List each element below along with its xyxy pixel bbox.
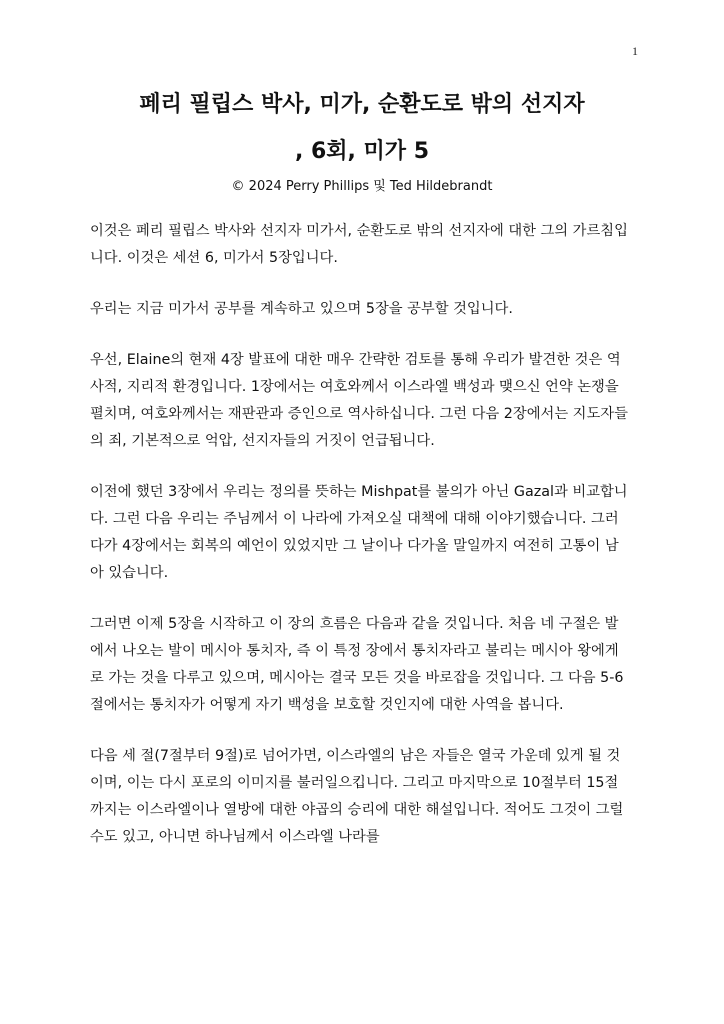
page-number: 1 (632, 44, 638, 58)
document-subtitle: , 6회, 미가 5 (294, 139, 430, 164)
paragraph: 그러면 이제 5장을 시작하고 이 장의 흐름은 다음과 같을 것입니다. 처음 네 구절은 발에서 나오는 발이 메시아 통치자, 즉 이 특정 장에서 통치자라고 불리는 메시아 왕에게로 가는 것을 다루고 있으며, 메시아는 결국 모든 것을 바로잡을 것입니다. 그 다음 5-6절에서는 통치자가 어떻게 자기 백성을 보호할 것인지에 대한 사역을 봅니다. (90, 616, 624, 713)
copyright-notice: © 2024 Perry Phillips 및 Ted Hildebrandt (231, 179, 493, 194)
paragraph: 이것은 페리 필립스 박사와 선지자 미가서, 순환도로 밖의 선지자에 대한 그의 가르침입니다. 이것은 세션 6, 미가서 5장입니다. (90, 223, 628, 266)
paragraph: 이전에 했던 3장에서 우리는 정의를 뜻하는 Mishpat를 불의가 아닌 Gazal과 비교합니다. 그런 다음 우리는 주님께서 이 나라에 가져오실 대책에 대해 이야기했습니다. 그러다가 4장에서는 회복의 예언이 있었지만 그 날이나 다가올 말일까지 여전히 고통이 남아 있습니다. (90, 484, 628, 581)
document-title: 페리 필립스 박사, 미가, 순환도로 밖의 선지자 (139, 92, 585, 117)
document-body (90, 218, 630, 875)
paragraph: 다음 세 절(7절부터 9절)로 넘어가면, 이스라엘의 남은 자들은 열국 가운데 있게 될 것이며, 이는 다시 포로의 이미지를 불러일으킵니다. 그리고 마지막으로 10절부터 15절까지는 이스라엘이나 열방에 대한 야곱의 승리에 대한 해설입니다. 적어도 그것이 그럴 수도 있고, 아니면 하나님께서 이스라엘 나라를 (90, 748, 624, 845)
paragraph: 우리는 지금 미가서 공부를 계속하고 있으며 5장을 공부할 것입니다. (90, 301, 513, 317)
paragraph: 우선, Elaine의 현재 4장 발표에 대한 매우 간략한 검토를 통해 우리가 발견한 것은 역사적, 지리적 환경입니다. 1장에서는 여호와께서 이스라엘 백성과 맺으신 언약 논쟁을 펼치며, 여호와께서는 재판관과 증인으로 역사하십니다. 그런 다음 2장에서는 지도자들의 죄, 기본적으로 억압, 선지자들의 거짓이 언급됩니다. (90, 352, 628, 449)
